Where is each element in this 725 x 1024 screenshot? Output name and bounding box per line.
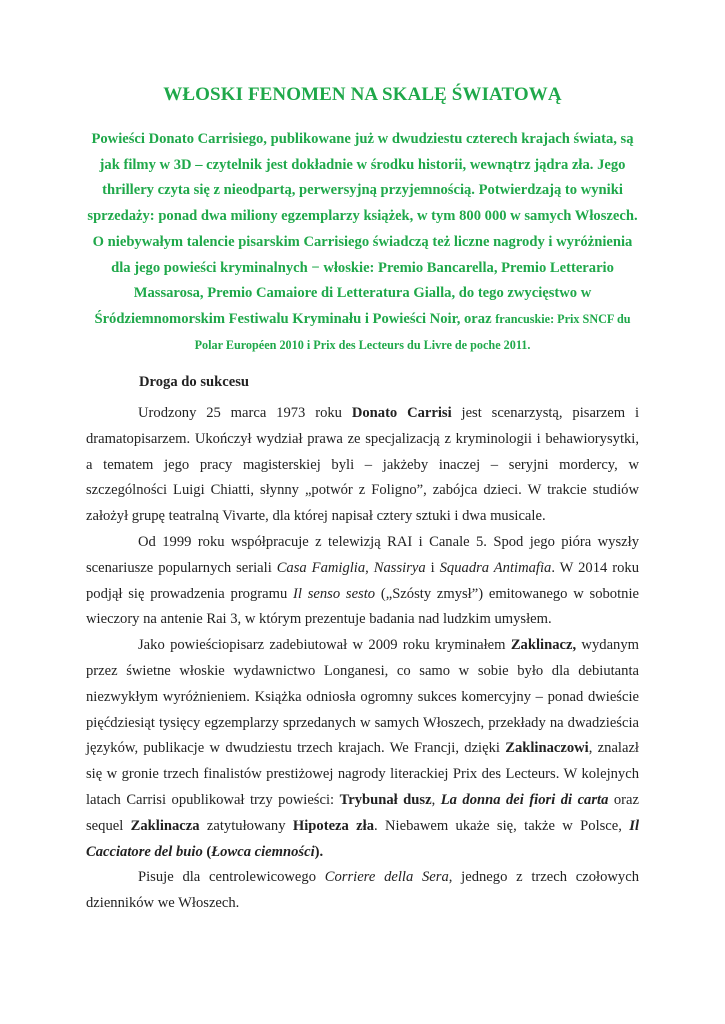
series-title: Squadra Antimafia <box>439 559 552 576</box>
series-title: Casa Famiglia <box>276 559 366 576</box>
text-run: , znalazł się w gronie trzech finalistów prestiżowej nagrody literackiej Prix des Lecteurs. W kolejnych latach Carrisi opublikował trzy powieści: <box>86 740 639 808</box>
paragraph-2 <box>86 530 639 633</box>
lead-small-text: francuskie: Prix SNCF du Polar Européen 2010 i Prix des Lecteurs du Livre de poche 2011. <box>194 311 631 352</box>
text-run: , <box>431 791 441 808</box>
document-title: WŁOSKI FENOMEN NA SKALĘ ŚWIATOWĄ <box>163 84 562 105</box>
section-heading: Droga do sukcesu <box>139 374 250 390</box>
newspaper-title: Corriere della Sera <box>324 869 449 886</box>
book-title: Zaklinacza <box>130 817 200 834</box>
paragraph-3 <box>86 633 639 865</box>
program-title: Il senso sesto <box>293 585 376 602</box>
text-run: i <box>425 559 440 576</box>
book-title: Trybunał dusz <box>339 791 432 808</box>
series-title: Nassirya <box>373 559 426 576</box>
text-run: oraz sequel <box>86 791 639 834</box>
body-text <box>86 401 639 917</box>
book-title: La donna dei fiori di carta <box>440 791 609 808</box>
book-title: Zaklinaczowi <box>505 740 589 757</box>
text-run: jest scenarzystą, pisarzem i dramatopisarzem. Ukończył wydział prawa ze specjalizacją z kryminologii i behawiorysytki, a tematem jego pracy magisterskiej byli – jakżeby inaczej – seryjni mordercy, w szczególności Luigi Chiatti, słynny „potwór z Foligno”, zabójca dzieci. W trakcie studiów założył grupę teatralną Vivarte, dla której napisał cztery sztuki i dwa musicale. <box>86 405 639 525</box>
paragraph-1 <box>86 401 639 530</box>
text-run: zatytułowany <box>199 817 293 834</box>
text-run: , <box>365 559 374 576</box>
punctuation: ( <box>202 843 212 860</box>
text-run: . W 2014 roku podjął się prowadzenia programu <box>86 559 640 602</box>
text-run: , jednego z trzech czołowych dzienników we Włoszech. <box>86 869 639 912</box>
punctuation: ). <box>314 843 324 860</box>
text-run: . Niebawem ukaże się, także w Polsce, <box>374 817 630 834</box>
text-run: wydanym przez świetne włoskie wydawnictwo Longanesi, co samo w sobie było dla debiutanta niezwykłym wyróżnieniem. Książka odniosła ogromny sukces komercyjny – ponad dwieście pięćdziesiąt tysięcy egzemplarzy sprzedanych w samych Włoszech, przekłady na dwadzieścia języków, publikacje w dwudziestu trzech krajach. We Francji, dzięki <box>86 637 639 757</box>
book-title: Zaklinacz, <box>510 637 577 654</box>
book-title: Hipoteza zła <box>292 817 374 834</box>
text-run: Od 1999 roku współpracuje z telewizją RAI i Canale 5. Spod jego pióra wyszły scenariusze popularnych seriali <box>86 533 639 576</box>
lead-paragraph <box>86 127 639 358</box>
paragraph-4 <box>86 865 639 917</box>
text-run: Urodzony 25 marca 1973 roku <box>138 405 352 421</box>
text-run: Pisuje dla centrolewicowego <box>138 869 325 886</box>
author-name: Donato Carrisi <box>351 405 452 421</box>
book-title: Łowca ciemności <box>211 843 315 860</box>
text-run: Jako powieściopisarz zadebiutował w 2009 roku kryminałem <box>138 637 511 654</box>
book-title: Il Cacciatore del buio <box>86 817 639 860</box>
text-run: („Szósty zmysł”) emitowanego w sobotnie wieczory na antenie Rai 3, w którym prezentuje badania nad ludzkim umysłem. <box>86 585 639 628</box>
lead-text: Powieści Donato Carrisiego, publikowane już w dwudziestu czterech krajach świata, są jak filmy w 3D – czytelnik jest dokładnie w środku historii, wewnątrz jądra zła. Jego thrillery czyta się z nieodpartą, perwersyjną przyjemnością. Potwierdzają to wyniki sprzedaży: ponad dwa miliony egzemplarzy książek, w tym 800 000 w samych Włoszech. O niebywałym talencie pisarskim Carrisiego świadczą też liczne nagrody i wyróżnienia dla jego powieści kryminalnych − włoskie: Premio Bancarella, Premio Letterario Massarosa, Premio Camaiore di Letteratura Gialla, do tego zwycięstwo w Śródziemnomorskim Festiwalu Kryminału i Powieści Noir, oraz <box>87 131 638 327</box>
